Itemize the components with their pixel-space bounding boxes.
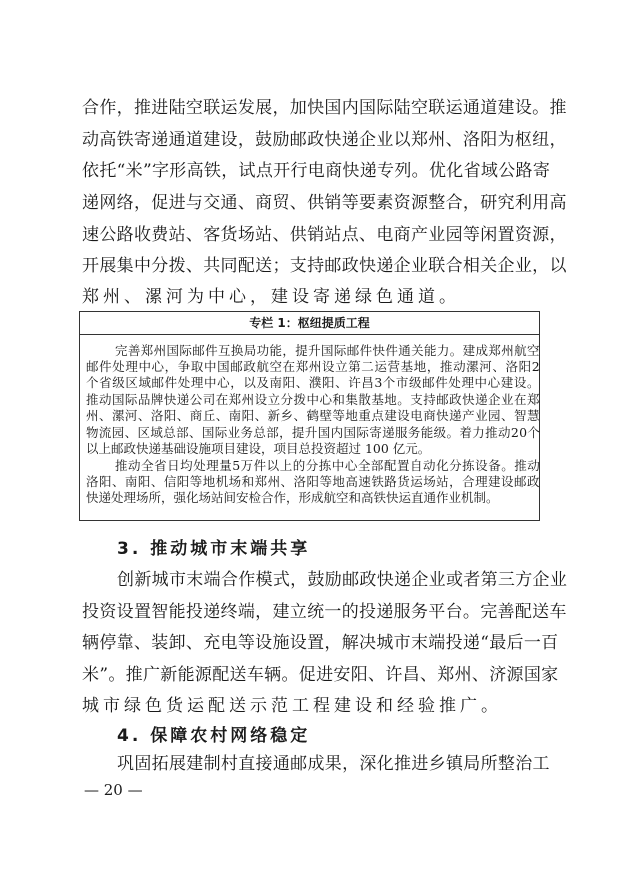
text-line: 创 新 城 市 末 端 合 作 模 式 ， 鼓 励 邮 政 快 递 企 业 或 者 第 三 方 企 业 <box>117 570 567 590</box>
box-text-line: 州 、 漯 河 、 洛 阳 、 商 丘 、 南 阳 、 新 乡 、 鹤 壁 等 地 重 点 建 设 电 商 快 递 产 业 园 、 智 慧 <box>86 408 540 423</box>
text-line: 郑州、漯河为中心，建设寄递绿色通道。 <box>82 287 460 307</box>
text-line: 巩 固 拓 展 建 制 村 直 接 通 邮 成 果 ， 深 化 推 进 乡 镇 局 所 整 治 工 <box>117 754 550 774</box>
section-heading-3: 3. 推动城市末端共享 <box>117 539 311 559</box>
box-text-line: 推 动 全 省 日 均 处 理 量 5 万 件 以 上 的 分 拣 中 心 全 部 配 置 自 动 化 分 拣 设 备 。 推 动 <box>115 458 540 473</box>
box-text-line: 个 省 级 区 域 邮 件 处 理 中 心 ， 以 及 南 阳 、 濮 阳 、 许 昌 3 个 市 级 邮 件 处 理 中 心 建 设 。 <box>86 375 540 390</box>
text-line: 动 高 铁 寄 递 通 道 建 设 ， 鼓 励 邮 政 快 递 企 业 以 郑 州 、 洛 阳 为 枢 纽 ， <box>82 130 567 150</box>
box-text-line: 完 善 郑 州 国 际 邮 件 互 换 局 功 能 ， 提 升 国 际 邮 件 快 件 通 关 能 力 。 建 成 郑 州 航 空 <box>115 343 540 358</box>
text-line: 合 作 ， 推 进 陆 空 联 运 发 展 ， 加 快 国 内 国 际 陆 空 联 运 通 道 建 设 。 推 <box>82 98 567 118</box>
text-line: 城市绿色货运配送示范工程建设和经验推广。 <box>82 696 502 716</box>
box-text-line: 快递处理场所，强化场站间安检合作，形成航空和高铁快运直通作业机制。 <box>86 490 499 505</box>
section-heading-4: 4. 保障农村网络稳定 <box>117 726 311 746</box>
text-line: 依 托 “ 米 ” 字 形 高 铁 ， 试 点 开 行 电 商 快 递 专 列 。 优 化 省 域 公 路 寄 <box>82 161 550 181</box>
box-text-line: 推 动 国 际 品 牌 快 递 公 司 在 郑 州 设 立 分 拨 中 心 和 集 散 基 地 。 支 持 邮 政 快 递 企 业 在 郑 <box>86 392 540 407</box>
text-line: 辆 停 靠 、 装 卸 、 充 电 等 设 施 设 置 ， 解 决 城 市 末 端 投 递 “ 最 后 一 百 <box>82 633 559 653</box>
text-line: 速 公 路 收 费 站 、 客 货 场 站 、 供 销 站 点 、 电 商 产 业 园 等 闲 置 资 源 ， <box>82 225 567 245</box>
box-text-line: 物 流 园 、 区 域 总 部 、 国 际 业 务 总 部 ， 提 升 国 内 国 际 寄 递 服 务 能 级 。 着 力 推 动 2 0 个 <box>86 425 540 440</box>
box-text-line: 洛 阳 、 南 阳 、 信 阳 等 地 机 场 和 郑 州 、 洛 阳 等 地 高 速 铁 路 货 运 场 站 ， 合 理 建 设 邮 政 <box>86 474 540 489</box>
text-line: 开 展 集 中 分 拨 、 共 同 配 送 ； 支 持 邮 政 快 递 企 业 联 合 相 关 企 业 ， 以 <box>82 256 567 276</box>
box-text-line: 以上邮政快递基础设施项目建设，项目总投资超过 100 亿元。 <box>86 441 431 456</box>
feature-box-title: 专栏 1：枢纽提质工程 <box>80 312 539 335</box>
text-line: 递 网 络 ， 促 进 与 交 通 、 商 贸 、 供 销 等 要 素 资 源 整 合 ， 研 究 利 用 高 <box>82 193 567 213</box>
text-line: 米 ” 。 推 广 新 能 源 配 送 车 辆 。 促 进 安 阳 、 许 昌 、 郑 州 、 济 源 国 家 <box>82 665 559 685</box>
text-line: 投 资 设 置 智 能 投 递 终 端 ， 建 立 统 一 的 投 递 服 务 平 台 。 完 善 配 送 车 <box>82 602 567 622</box>
page-number: — 20 — <box>84 781 143 799</box>
box-text-line: 邮 件 处 理 中 心 ， 争 取 中 国 邮 政 航 空 在 郑 州 设 立 第 二 运 营 基 地 ， 推 动 漯 河 、 洛 阳 2 <box>86 359 540 374</box>
